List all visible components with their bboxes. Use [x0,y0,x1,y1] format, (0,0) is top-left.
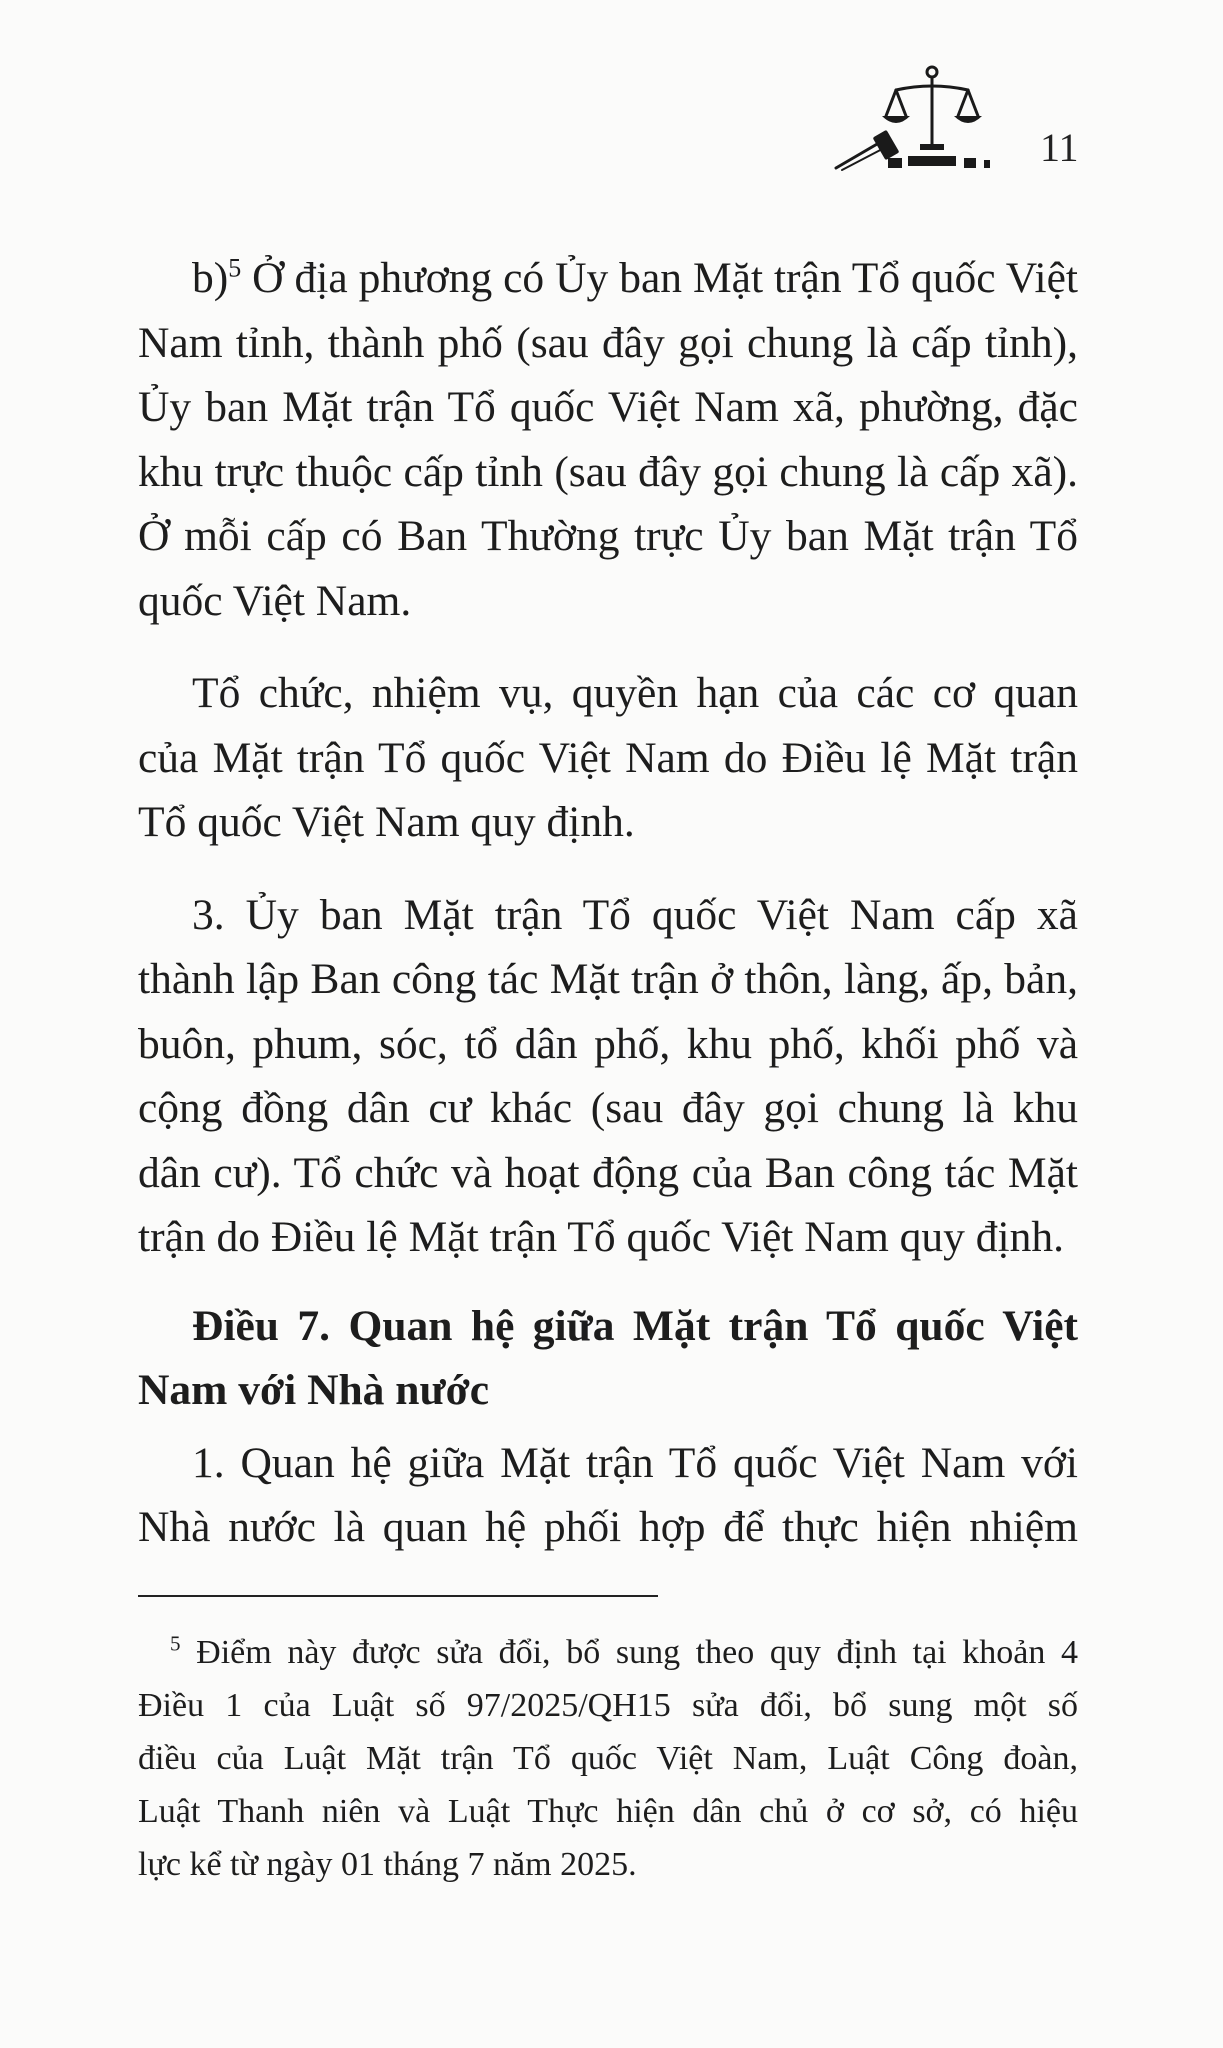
footnote-line: $^5$ Điểm này được sửa đổi, bổ sung theo quy định tại khoản 4 [170,1631,1078,1671]
text-line: Nam tỉnh, thành phố (sau đây gọi chung là cấp tỉnh), [138,318,1078,367]
text-line: Nhà nước là quan hệ phối hợp để thực hiện nhiệm [138,1503,1078,1551]
text-line: 3. Ủy ban Mặt trận Tổ quốc Việt Nam cấp xã [192,890,1078,939]
paragraph-point-b [138,246,1078,633]
text-line: b)$^5$ Ở địa phương có Ủy ban Mặt trận Tổ quốc Việt [192,253,1078,302]
footnote-line: Điều 1 của Luật số 97/2025/QH15 sửa đổi, bổ sung một số [138,1687,1078,1724]
text-line: của Mặt trận Tổ quốc Việt Nam do Điều lệ Mặt trận [138,733,1078,782]
text-line: Ủy ban Mặt trận Tổ quốc Việt Nam xã, phường, đặc [138,383,1078,431]
text-line: Tổ quốc Việt Nam quy định. [138,798,635,846]
article-7-heading [138,1294,1078,1423]
paragraph-article-7-clause-1 [138,1431,1078,1560]
text-line: cộng đồng dân cư khác (sau đây gọi chung là khu [138,1084,1078,1132]
footnote-reference[interactable]: 5 [228,253,242,283]
footnote-5 [138,1626,1078,1891]
footnote-divider [138,1595,658,1597]
text-line: trận do Điều lệ Mặt trận Tổ quốc Việt Nam quy định. [138,1213,1065,1261]
footnote-line: lực kể từ ngày 01 tháng 7 năm 2025. [138,1846,637,1883]
text-line: khu trực thuộc cấp tỉnh (sau đây gọi chung là cấp xã). [138,447,1078,496]
paragraph-organization [138,661,1078,855]
page-number: 11 [1040,125,1079,170]
point-marker: b) [192,254,229,302]
footnote-line: Luật Thanh niên và Luật Thực hiện dân chủ ở cơ sở, có hiệu [138,1793,1078,1830]
text-line: quốc Việt Nam. [138,576,412,625]
text-line: 1. Quan hệ giữa Mặt trận Tổ quốc Việt Nam với [192,1438,1078,1487]
main-text [138,246,1078,1560]
footnote-line: điều của Luật Mặt trận Tổ quốc Việt Nam, Luật Công đoàn, [138,1740,1078,1777]
paragraph-clause-3 [138,883,1078,1270]
heading-line: Điều 7. Quan hệ giữa Mặt trận Tổ quốc Việt [192,1301,1078,1350]
text-line: buôn, phum, sóc, tổ dân phố, khu phố, khối phố và [138,1019,1078,1068]
footnote-number: 5 [170,1631,181,1656]
text-line: thành lập Ban công tác Mặt trận ở thôn, làng, ấp, bản, [138,955,1078,1003]
text-line: Ở mỗi cấp có Ban Thường trực Ủy ban Mặt trận Tổ [138,512,1078,560]
text-line: Tổ chức, nhiệm vụ, quyền hạn của các cơ quan [192,669,1078,717]
scales-of-justice-gavel-icon [828,60,1008,180]
heading-line: Nam với Nhà nước [138,1366,489,1414]
text-line: dân cư). Tổ chức và hoạt động của Ban công tác Mặt [138,1148,1078,1197]
